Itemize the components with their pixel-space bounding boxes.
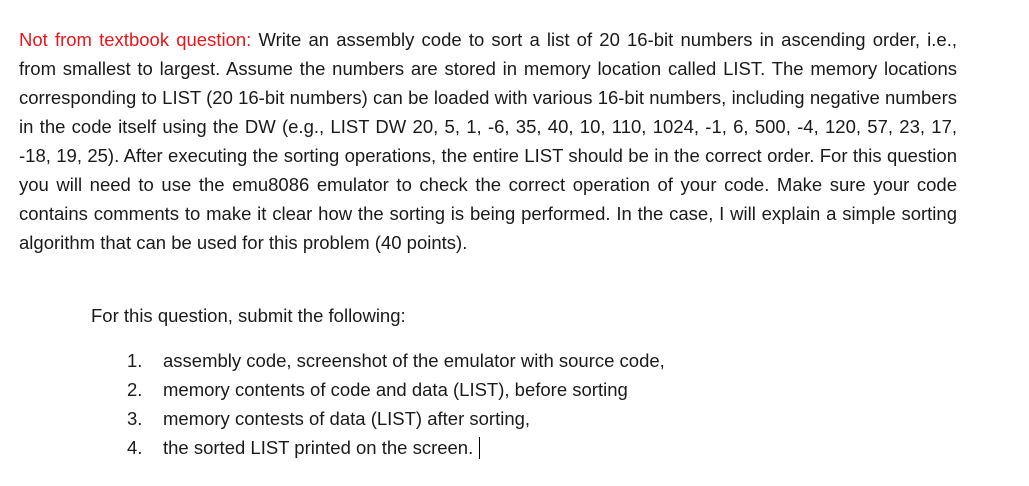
list-item-number: 1. [127, 350, 143, 371]
list-item-number: 2. [127, 379, 143, 400]
list-item [127, 404, 665, 433]
list-item-number: 4. [127, 437, 143, 458]
submit-list [127, 346, 665, 462]
question-paragraph [19, 25, 957, 257]
list-item [127, 346, 665, 375]
text-cursor[interactable] [479, 437, 480, 459]
list-item-text: assembly code, screenshot of the emulator with source code, [163, 350, 665, 371]
list-item-text: memory contests of data (LIST) after sorting, [163, 408, 531, 429]
list-item [127, 433, 665, 462]
question-label: Not from textbook question: [19, 29, 252, 50]
list-item [127, 375, 665, 404]
list-item-number: 3. [127, 408, 143, 429]
list-item-text: memory contents of code and data (LIST), before sorting [163, 379, 628, 400]
question-body: Write an assembly code to sort a list of 20 16-bit numbers in ascending order, i.e., from smallest to largest. Assume the numbers are stored in memory location called LIST. The memory locations corresponding to LIST (20 16-bit numbers) can be loaded with various 16-bit numbers, including negative numbers in the code itself using the DW (e.g., LIST DW 20, 5, 1, -6, 35, 40, 10, 110, 1024, -1, 6, 500, -4, 120, 57, 23, 17, -18, 19, 25). After executing the sorting operations, the entire LIST should be in the correct order. For this question you will need to use the emu8086 emulator to check the correct operation of your code. Make sure your code contains comments to make it clear how the sorting is being performed. In the case, I will explain a simple sorting algorithm that can be used for this problem (40 points). [19, 29, 957, 253]
list-item-text: the sorted LIST printed on the screen. [163, 437, 474, 458]
submit-intro: For this question, submit the following: [91, 305, 406, 326]
